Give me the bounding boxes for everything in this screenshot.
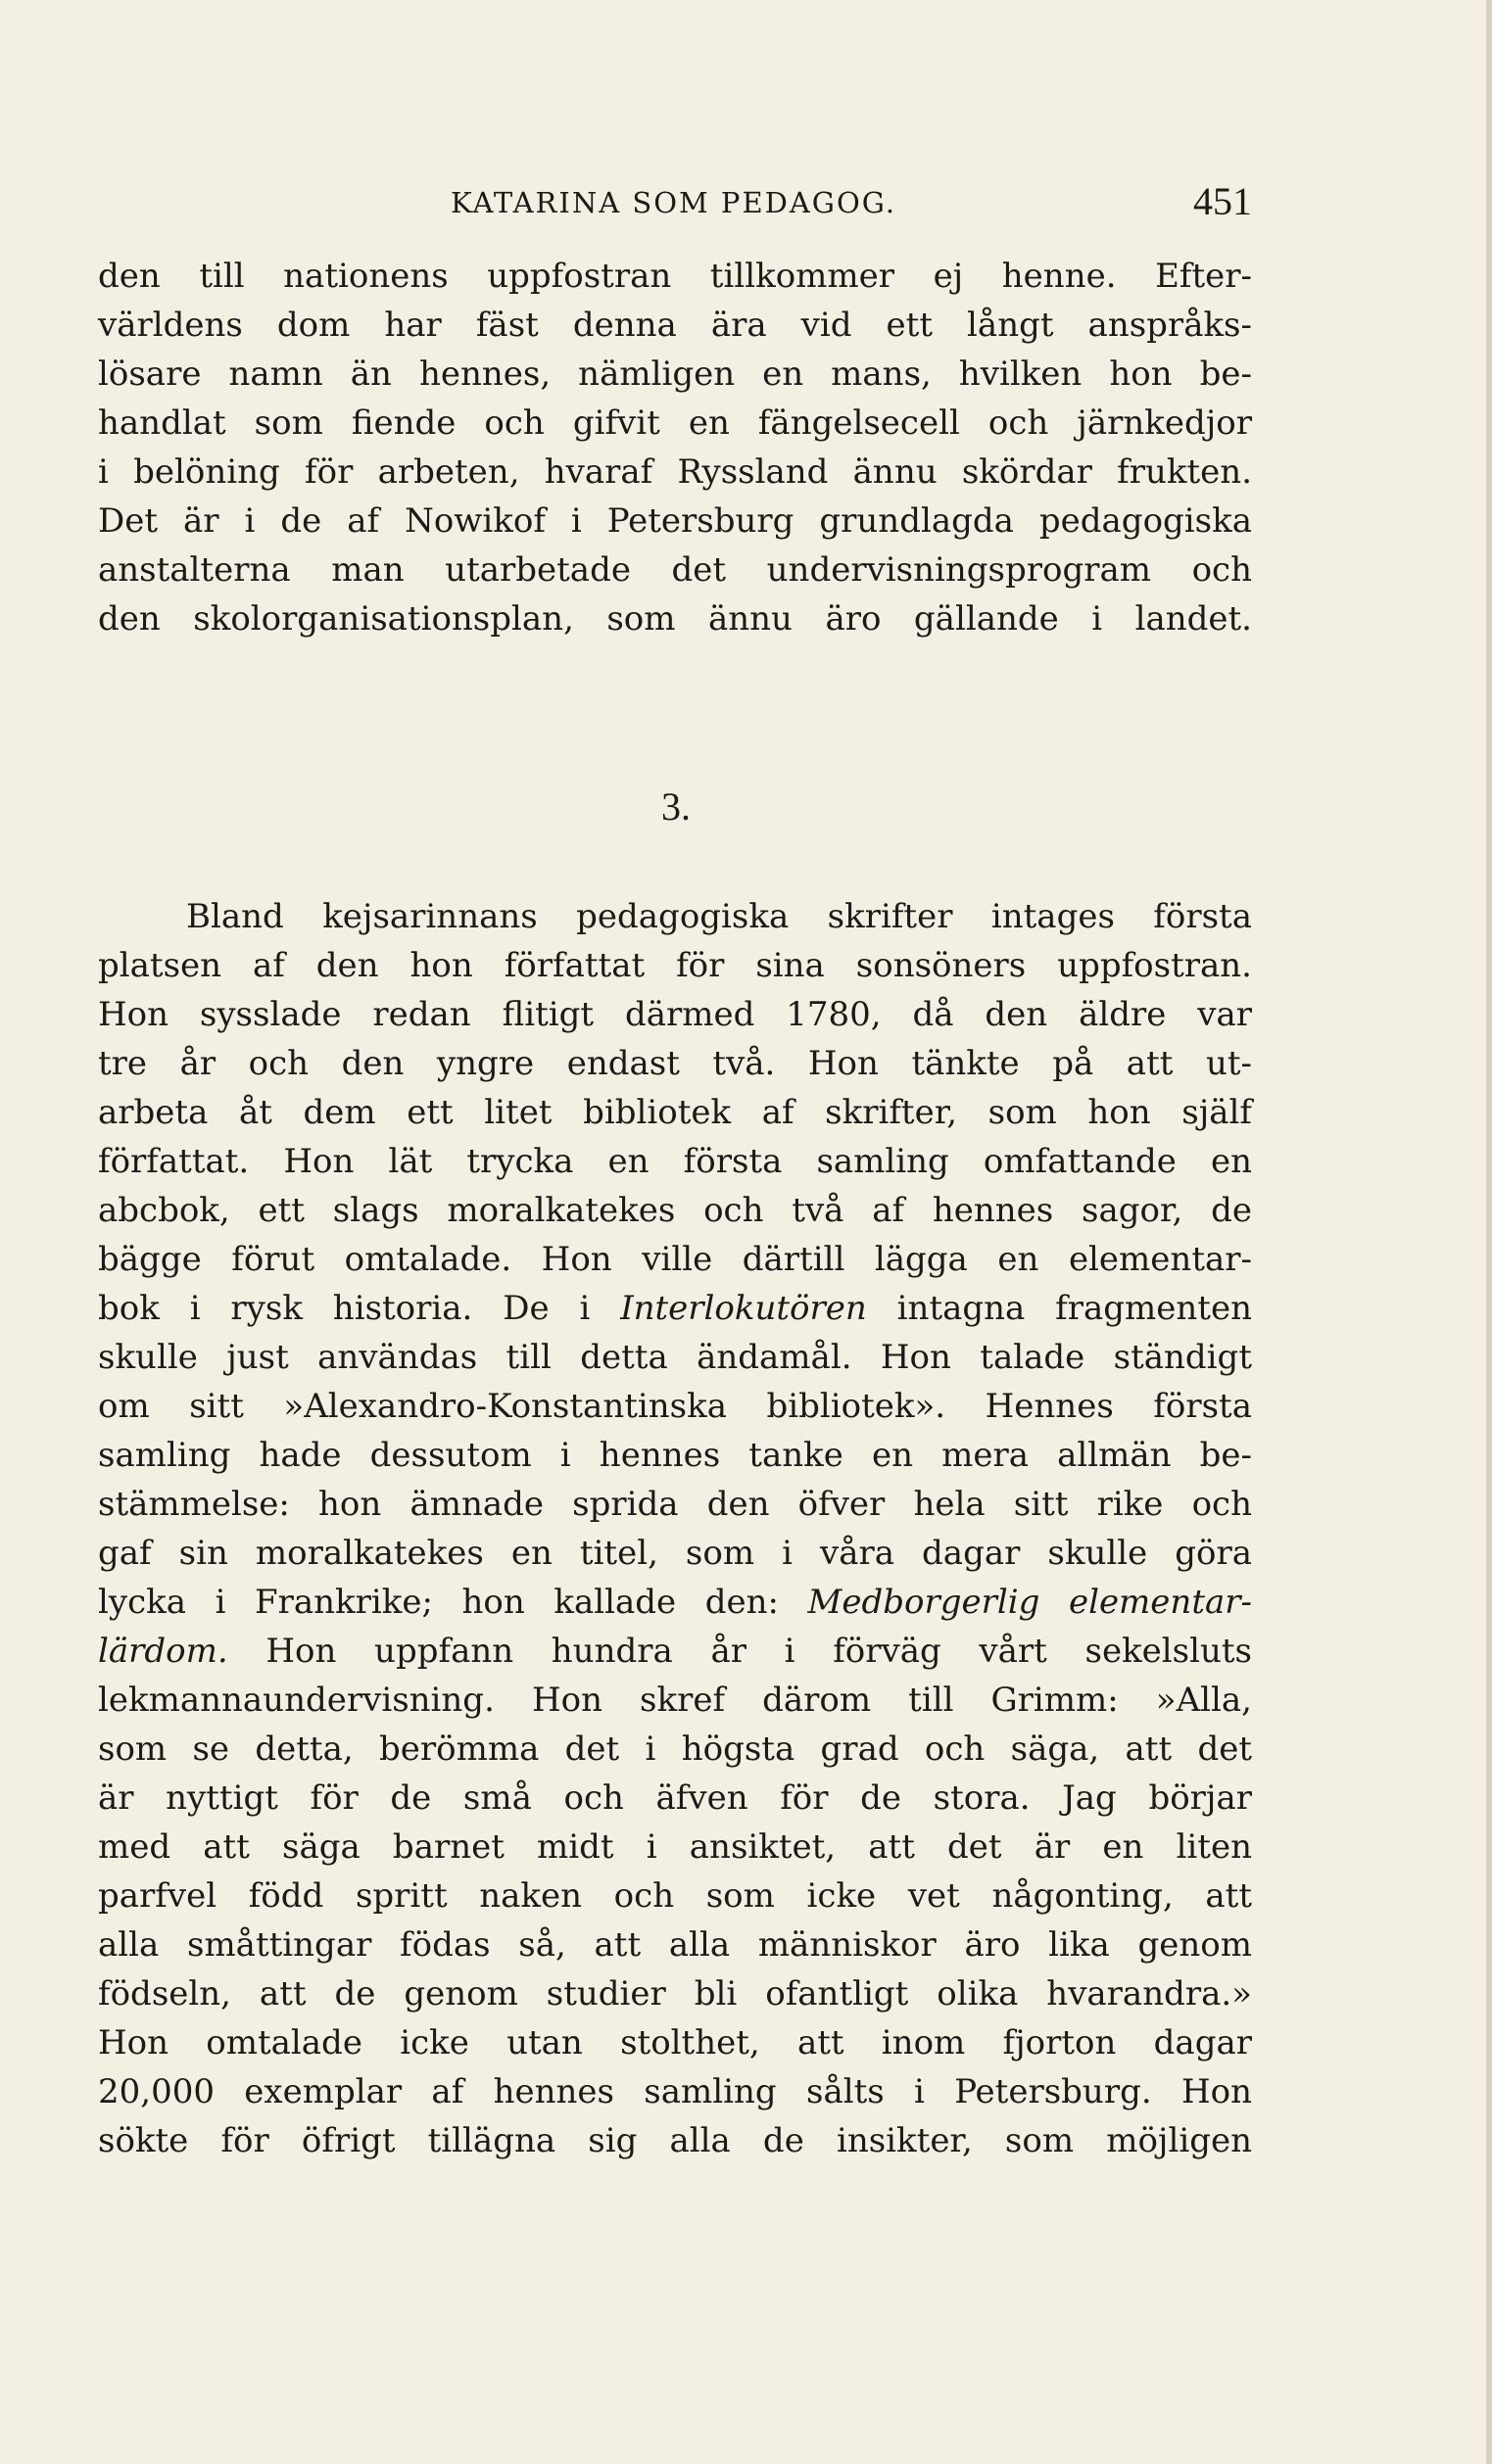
text-line: platsen af den hon författat för sina sonsöners uppfostran. [98,946,1252,985]
text-line: anstalterna man utarbetade det undervisningsprogram och [98,550,1252,590]
text-line: världens dom har fäst denna ära vid ett långt anspråks- [98,306,1252,345]
text-line: är nyttigt för de små och äfven för de stora. Jag börjar [98,1778,1252,1818]
text-line: skulle just användas till detta ändamål. Hon talade ständigt [98,1338,1252,1377]
text-line: handlat som fiende och gifvit en fängelsecell och järnkedjor [98,403,1252,443]
text-line: Hon omtalade icke utan stolthet, att inom fjorton dagar [98,2023,1252,2062]
text-line: Det är i de af Nowikof i Petersburg grundlagda pedagogiska [98,501,1252,541]
text-line: författat. Hon lät trycka en första samling omfattande en [98,1142,1252,1181]
text-line: Hon sysslade redan flitigt därmed 1780, då den äldre var [98,995,1252,1034]
text-line [98,1627,1252,1676]
text-line: alla småttingar födas så, att alla människor äro lika genom [98,1925,1252,1965]
text-line [98,1284,1252,1333]
text-line: samling hade dessutom i hennes tanke en mera allmän be- [98,1436,1252,1475]
page-edge [1486,0,1492,2464]
text-line: Bland kejsarinnans pedagogiska skrifter intages första [186,897,1252,936]
text-line: med att säga barnet midt i ansiktet, att det är en liten [98,1827,1252,1867]
text-line: den till nationens uppfostran tillkommer ej henne. Efter- [98,257,1252,296]
text-line: lösare namn än hennes, nämligen en mans, hvilken hon be- [98,355,1252,394]
text-line: tre år och den yngre endast två. Hon tänkte på att ut- [98,1044,1252,1083]
text-line [98,1578,1252,1627]
text-line: gaf sin moralkatekes en titel, som i våra dagar skulle göra [98,1534,1252,1573]
italic-title: Medborgerlig elementar- [807,1583,1252,1622]
text-run: bok i rysk historia. De i [98,1289,621,1328]
running-head: KATARINA SOM PEDAGOG. [451,186,897,219]
text-line: den skolorganisationsplan, som ännu äro gällande i landet. [98,599,1252,639]
text-line: stämmelse: hon ämnade sprida den öfver hela sitt rike och [98,1485,1252,1524]
text-line: födseln, att de genom studier bli ofantligt olika hvarandra.» [98,1974,1252,2014]
text-run: Hon uppfann hundra år i förväg vårt sekelsluts [227,1632,1252,1671]
text-line: om sitt »Alexandro-Konstantinska bibliotek». Hennes första [98,1387,1252,1426]
text-line: i belöning för arbeten, hvaraf Ryssland ännu skördar frukten. [98,452,1252,492]
italic-title: lärdom. [98,1632,228,1671]
italic-title: Interlokutören [620,1289,867,1328]
text-run: lycka i Frankrike; hon kallade den: [98,1583,808,1622]
page-number: 451 [1193,179,1252,223]
text-line: lekmannaundervisning. Hon skref därom till Grimm: »Alla, [98,1681,1252,1720]
text-line: parfvel född spritt naken och som icke vet någonting, att [98,1876,1252,1916]
page-header [98,178,1252,233]
text-line: sökte för öfrigt tillägna sig alla de insikter, som möjligen [98,2121,1252,2160]
text-line: som se detta, berömma det i högsta grad och säga, att det [98,1730,1252,1769]
text-line: arbeta åt dem ett litet bibliotek af skrifter, som hon själf [98,1093,1252,1132]
text-line: 20,000 exemplar af hennes samling sålts i Petersburg. Hon [98,2072,1252,2111]
text-run: intagna fragmenten [866,1289,1252,1328]
section-number: 3. [661,784,691,829]
text-line: bägge förut omtalade. Hon ville därtill lägga en elementar- [98,1240,1252,1279]
text-line: abcbok, ett slags moralkatekes och två af hennes sagor, de [98,1191,1252,1230]
